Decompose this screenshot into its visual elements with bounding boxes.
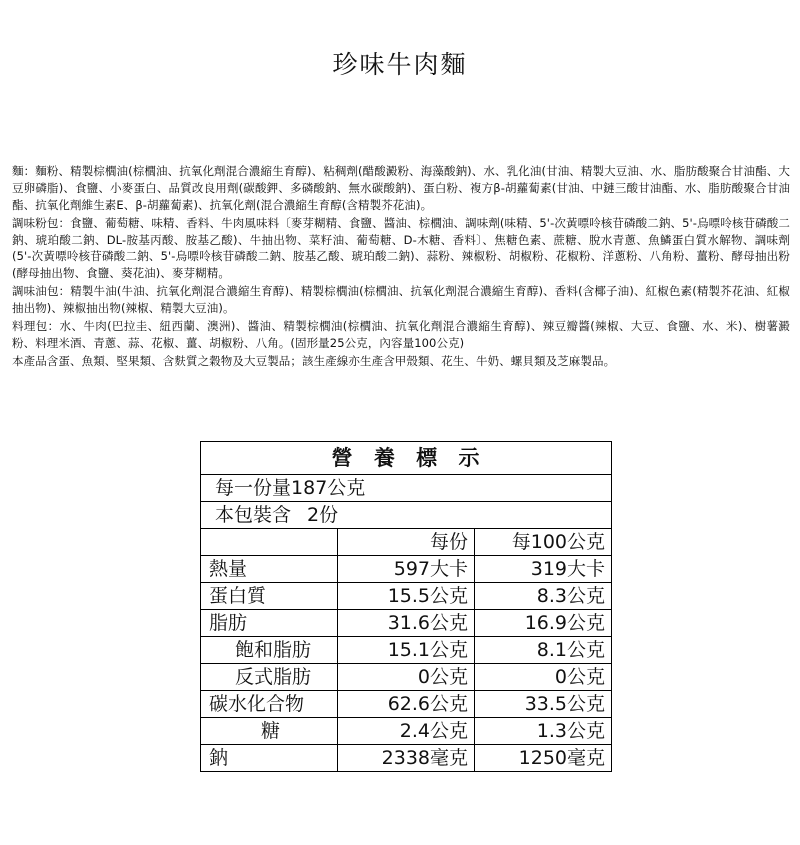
nutrient-per-serving: 31.6公克 — [338, 610, 475, 637]
nutrient-per-serving: 2.4公克 — [338, 718, 475, 745]
nutrient-per-serving: 15.1公克 — [338, 637, 475, 664]
serving-size-label: 每一份量 — [215, 476, 292, 499]
nutrient-name: 碳水化合物 — [201, 691, 338, 718]
nutrient-per-100g: 1.3公克 — [475, 718, 612, 745]
nutrient-per-serving: 597大卡 — [338, 556, 475, 583]
product-label-page — [0, 45, 800, 845]
table-row — [201, 556, 612, 583]
table-row — [201, 691, 612, 718]
serving-size-row — [201, 475, 612, 502]
nutrition-header-row — [201, 529, 612, 556]
nutrient-name: 鈉 — [201, 745, 338, 772]
nutrient-per-serving: 0公克 — [338, 664, 475, 691]
nutrient-per-100g: 0公克 — [475, 664, 612, 691]
nutrient-name: 飽和脂肪 — [201, 637, 338, 664]
table-row — [201, 637, 612, 664]
nutrient-per-100g: 8.1公克 — [475, 637, 612, 664]
servings-per-pack-value: 2份 — [307, 503, 339, 526]
nutrition-header-per-serving: 每份 — [338, 529, 475, 556]
nutrient-per-100g: 319大卡 — [475, 556, 612, 583]
table-row — [201, 718, 612, 745]
table-row — [201, 664, 612, 691]
table-row — [201, 745, 612, 772]
ingredient-block-cooking-pack: 料理包：水、牛肉(巴拉圭、紐西蘭、澳洲)、醬油、精製棕櫚油(棕櫚油、抗氧化劑混合濃縮生育醇)、辣豆瓣醬(辣椒、大豆、食鹽、水、米)、樹薯澱粉、料理米酒、青蔥、蒜、花椒、薑、胡椒粉、八角。(固形量25公克，內容量100公克) — [12, 319, 790, 350]
nutrient-per-100g: 1250毫克 — [475, 745, 612, 772]
ingredient-block-seasoning-powder: 調味粉包：食鹽、葡萄糖、味精、香料、牛肉風味料〔麥芽糊精、食鹽、醬油、棕櫚油、調味劑(味精、5'-次黃嘌呤核苷磷酸二鈉、5'-烏嘌呤核苷磷酸二鈉、琥珀酸二鈉、DL-胺基丙酸、胺基乙酸)、牛抽出物、菜籽油、葡萄糖、D-木糖、香料〕、焦糖色素、蔗糖、脫水青蔥、魚鱗蛋白質水解物、調味劑(5'-次黃嘌呤核苷磷酸二鈉、5'-烏嘌呤核苷磷酸二鈉、胺基乙酸、琥珀酸二鈉)、蒜粉、辣椒粉、胡椒粉、花椒粉、洋蔥粉、八角粉、薑粉、酵母抽出粉(酵母抽出物、食鹽、葵花油)、麥芽糊精。 — [12, 215, 790, 281]
servings-per-pack-label: 本包裝含 — [215, 503, 292, 526]
nutrition-header-per-100g: 每100公克 — [475, 529, 612, 556]
nutrient-name: 蛋白質 — [201, 583, 338, 610]
nutrient-per-serving: 62.6公克 — [338, 691, 475, 718]
allergen-statement: 本產品含蛋、魚類、堅果類、含麩質之穀物及大豆製品；該生產線亦生產含甲殼類、花生、牛奶、螺貝類及芝麻製品。 — [12, 353, 616, 368]
nutrient-per-serving: 2338毫克 — [338, 745, 475, 772]
nutrient-per-serving: 15.5公克 — [338, 583, 475, 610]
ingredients-section — [0, 163, 800, 371]
nutrient-per-100g: 33.5公克 — [475, 691, 612, 718]
nutrition-facts-panel — [200, 441, 612, 772]
serving-size-value: 187公克 — [291, 476, 366, 499]
nutrient-name: 反式脂肪 — [201, 664, 338, 691]
nutrient-name: 熱量 — [201, 556, 338, 583]
page-title: 珍味牛肉麵 — [332, 50, 468, 79]
ingredient-block-noodle: 麵：麵粉、精製棕櫚油(棕櫚油、抗氧化劑混合濃縮生育醇)、粘稠劑(醋酸澱粉、海藻酸鈉)、水、乳化油(甘油、精製大豆油、水、脂肪酸聚合甘油酯、大豆卵磷脂)、食鹽、小麥蛋白、品質改良用劑(碳酸鉀、多磷酸鈉、無水碳酸鈉)、蛋白粉、複方β-胡蘿蔔素(甘油、中鏈三酸甘油酯、水、脂肪酸聚合甘油酯、抗氧化劑維生素E、β-胡蘿蔔素)、抗氧化劑(混合濃縮生育醇(含精製芥花油)。 — [12, 164, 790, 212]
table-row — [201, 583, 612, 610]
table-row — [201, 610, 612, 637]
nutrient-per-100g: 8.3公克 — [475, 583, 612, 610]
nutrient-name: 脂肪 — [201, 610, 338, 637]
nutrient-per-100g: 16.9公克 — [475, 610, 612, 637]
nutrition-title: 營 養 標 示 — [201, 442, 612, 475]
nutrition-table — [200, 441, 612, 772]
nutrient-name: 糖 — [201, 718, 338, 745]
nutrition-title-row — [201, 442, 612, 475]
servings-per-pack-row — [201, 502, 612, 529]
nutrition-header-blank — [201, 529, 338, 556]
ingredient-block-seasoning-oil: 調味油包：精製牛油(牛油、抗氧化劑混合濃縮生育醇)、精製棕櫚油(棕櫚油、抗氧化劑混合濃縮生育醇)、香料(含椰子油)、紅椒色素(精製芥花油、紅椒抽出物)、辣椒抽出物(辣椒、精製大豆油)。 — [12, 284, 790, 316]
